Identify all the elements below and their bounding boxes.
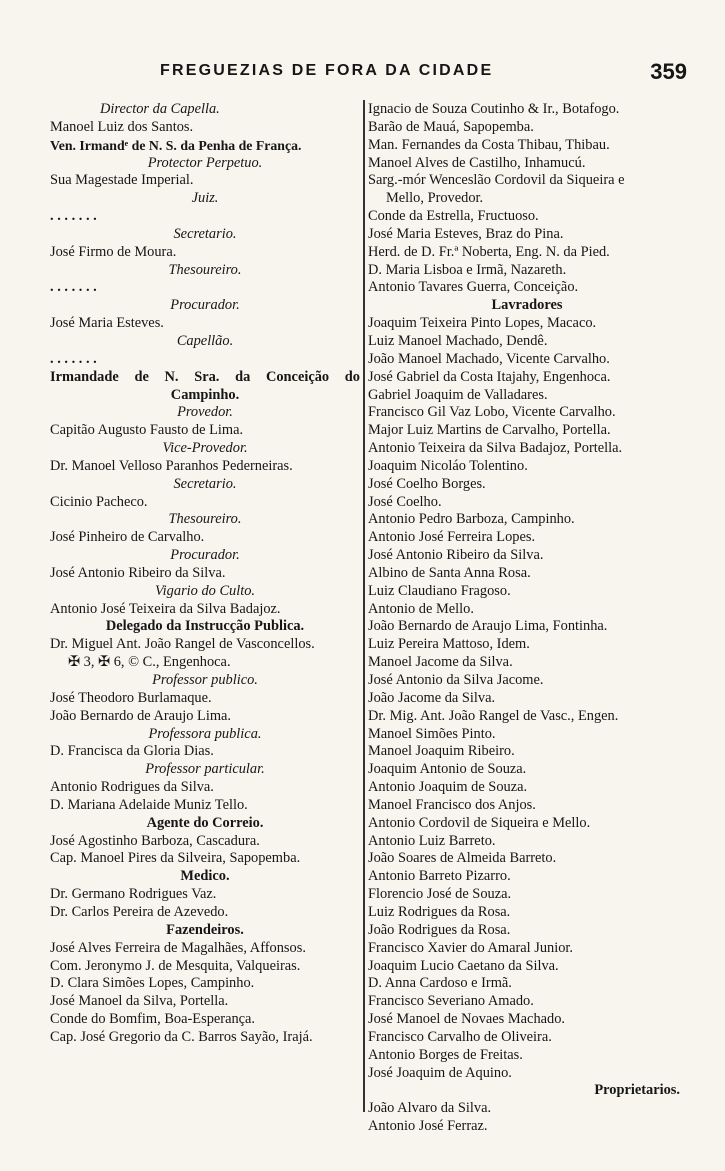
left-entry: Antonio José Teixeira da Silva Badajoz. [50, 600, 281, 617]
right-entry: Francisco Severiano Amado. [368, 993, 534, 1010]
left-heading: Campinho. [170, 386, 240, 403]
right-entry: Antonio José Ferreira Lopes. [368, 529, 536, 546]
right-entry: Antonio Cordovil de Siqueira e Mello. [368, 814, 591, 831]
right-entry: Joaquim Nicoláo Tolentino. [368, 457, 528, 474]
left-heading: Protector Perpetuo. [147, 154, 263, 171]
right-entry: Antonio Barreto Pizarro. [368, 868, 511, 885]
right-entry: José Gabriel da Costa Itajahy, Engenhoca. [368, 368, 611, 385]
right-entry: José Joaquim de Aquino. [368, 1064, 512, 1081]
left-entry: José Agostinho Barboza, Cascadura. [50, 832, 260, 849]
left-entry: Manoel Luiz dos Santos. [50, 118, 194, 135]
right-entry: Antonio Luiz Barreto. [368, 832, 496, 849]
left-entry: . . . . . . . [50, 350, 97, 367]
right-entry: Manoel Alves de Castilho, Inhamucú. [368, 154, 586, 171]
right-entry: Antonio Pedro Barboza, Campinho. [368, 511, 575, 528]
left-heading: Director da Capella. [100, 101, 220, 117]
right-entry: Manoel Joaquim Ribeiro. [368, 743, 515, 760]
left-heading: Thesoureiro. [168, 511, 242, 528]
right-entry: Gabriel Joaquim de Valladares. [368, 386, 548, 403]
left-heading: Secretario. [173, 475, 237, 492]
left-entry: Dr. Carlos Pereira de Azevedo. [50, 903, 229, 920]
left-heading: Procurador. [170, 297, 240, 314]
left-entry: Dr. Manoel Velloso Paranhos Pederneiras. [50, 457, 293, 474]
right-entry: Ignacio de Souza Coutinho & Ir., Botafogo. [368, 101, 620, 117]
running-title: FREGUEZIAS DE FORA DA CIDADE [160, 62, 494, 79]
left-entry: Ven. Irmandᵉ de N. S. da Penha de França. [50, 137, 302, 153]
right-entry: João Soares de Almeida Barreto. [368, 850, 557, 867]
left-entry: José Alves Ferreira de Magalhães, Affonsos. [50, 939, 306, 956]
right-entry: Luiz Claudiano Fragoso. [368, 582, 511, 599]
page-number: 359 [650, 59, 687, 84]
right-entry: Manoel Francisco dos Anjos. [368, 796, 536, 813]
right-heading: Proprietarios. [594, 1082, 680, 1099]
left-entry: José Manoel da Silva, Portella. [50, 993, 229, 1010]
left-heading: Vice-Provedor. [162, 440, 248, 457]
left-entry: João Bernardo de Araujo Lima. [50, 707, 232, 724]
left-heading: Juiz. [191, 190, 219, 207]
right-entry: Antonio Joaquim de Souza. [368, 779, 528, 796]
right-entry: Antonio de Mello. [368, 600, 474, 617]
right-entry: D. Maria Lisboa e Irmã, Nazareth. [368, 261, 567, 278]
left-heading: Professora publica. [148, 725, 262, 742]
right-entry: Florencio José de Souza. [368, 886, 512, 903]
left-heading: Irmandade de N. Sra. da Conceição do [50, 368, 360, 385]
right-entry: Antonio Tavares Guerra, Conceição. [368, 279, 579, 296]
right-entry: Barão de Mauá, Sapopemba. [368, 118, 534, 135]
right-entry: Mello, Provedor. [386, 190, 484, 207]
right-entry: José Coelho Borges. [368, 475, 486, 492]
left-heading: Professor particular. [145, 761, 265, 778]
right-entry: Joaquim Lucio Caetano da Silva. [368, 957, 559, 974]
left-entry: Dr. Miguel Ant. João Rangel de Vasconcellos. [50, 636, 315, 653]
left-entry: D. Francisca da Gloria Dias. [50, 743, 214, 760]
right-entry: José Antonio da Silva Jacome. [368, 672, 544, 688]
right-entry: Antonio José Ferraz. [368, 1118, 488, 1135]
left-heading: Secretario. [173, 225, 237, 242]
left-entry: Sua Magestade Imperial. [50, 172, 194, 189]
right-entry: José Maria Esteves, Braz do Pina. [368, 225, 564, 242]
right-entry: Herd. de D. Fr.ª Noberta, Eng. N. da Pied. [368, 243, 610, 260]
right-entry: João Rodrigues da Rosa. [368, 921, 511, 938]
left-entry: Com. Jeronymo J. de Mesquita, Valqueiras. [50, 957, 301, 974]
left-entry: D. Clara Simões Lopes, Campinho. [50, 975, 255, 992]
left-entry: José Theodoro Burlamaque. [50, 689, 212, 706]
left-entry: . . . . . . . [50, 279, 97, 296]
right-column [368, 101, 686, 1136]
right-entry: Joaquim Antonio de Souza. [368, 761, 527, 778]
right-entry: Francisco Xavier do Amaral Junior. [368, 939, 574, 956]
left-heading: Vigario do Culto. [154, 582, 256, 599]
left-entry: Conde do Bomfim, Boa-Esperança. [50, 1011, 256, 1028]
left-entry: Cicinio Pacheco. [50, 493, 148, 510]
right-entry: João Manoel Machado, Vicente Carvalho. [368, 350, 610, 367]
left-heading: Thesoureiro. [168, 261, 242, 278]
right-entry: Luiz Rodrigues da Rosa. [368, 903, 511, 920]
right-entry: Antonio Teixeira da Silva Badajoz, Portella. [368, 440, 623, 457]
right-entry: José Coelho. [368, 493, 442, 510]
right-heading: Lavradores [491, 297, 563, 314]
left-entry: José Firmo de Moura. [50, 243, 177, 260]
right-entry: Antonio Borges de Freitas. [368, 1046, 523, 1063]
page-header [0, 59, 725, 92]
left-entry: José Antonio Ribeiro da Silva. [50, 564, 226, 581]
right-entry: João Jacome da Silva. [368, 689, 496, 706]
left-entry: Dr. Germano Rodrigues Vaz. [50, 886, 217, 903]
left-heading: Fazendeiros. [166, 921, 244, 938]
left-entry: Antonio Rodrigues da Silva. [50, 779, 214, 796]
right-entry: José Manoel de Novaes Machado. [368, 1011, 566, 1028]
right-entry: João Bernardo de Araujo Lima, Fontinha. [368, 618, 608, 635]
right-entry: Sarg.-mór Wenceslão Cordovil da Siqueira e [368, 172, 625, 189]
right-entry: Francisco Carvalho de Oliveira. [368, 1028, 552, 1045]
right-entry: Conde da Estrella, Fructuoso. [368, 208, 539, 225]
right-entry: Joaquim Teixeira Pinto Lopes, Macaco. [368, 315, 597, 332]
left-column [50, 101, 360, 1047]
right-entry: Manoel Jacome da Silva. [368, 654, 513, 671]
right-entry: Luiz Pereira Mattoso, Idem. [368, 636, 530, 653]
column-divider [363, 100, 365, 1112]
left-heading: Medico. [180, 868, 230, 885]
right-entry: João Alvaro da Silva. [368, 1100, 492, 1117]
right-entry: Man. Fernandes da Costa Thibau, Thibau. [368, 136, 610, 153]
left-entry: José Maria Esteves. [50, 315, 164, 332]
left-heading: Procurador. [170, 547, 240, 564]
left-entry: Cap. Manoel Pires da Silveira, Sapopemba. [50, 850, 301, 867]
right-entry: Manoel Simões Pinto. [368, 725, 496, 742]
left-entry: José Pinheiro de Carvalho. [50, 529, 205, 546]
right-entry: Francisco Gil Vaz Lobo, Vicente Carvalho. [368, 404, 616, 421]
left-entry: D. Mariana Adelaide Muniz Tello. [50, 796, 248, 813]
left-entry: Capitão Augusto Fausto de Lima. [50, 422, 244, 439]
left-heading: Delegado da Instrucção Publica. [105, 618, 305, 635]
right-entry: Dr. Mig. Ant. João Rangel de Vasc., Engen. [368, 707, 619, 724]
left-entry: . . . . . . . [50, 208, 97, 225]
left-heading: Capellão. [176, 332, 234, 349]
left-heading: Provedor. [177, 404, 233, 421]
left-heading: Professor publico. [152, 672, 258, 688]
right-entry: Luiz Manoel Machado, Dendê. [368, 332, 548, 349]
right-entry: Albino de Santa Anna Rosa. [368, 564, 531, 581]
left-entry: ✠ 3, ✠ 6, © C., Engenhoca. [68, 654, 231, 671]
right-entry: D. Anna Cardoso e Irmã. [368, 975, 512, 992]
left-heading: Agente do Correio. [146, 814, 264, 831]
left-entry: Cap. José Gregorio da C. Barros Sayão, Irajá. [50, 1028, 313, 1045]
right-entry: Major Luiz Martins de Carvalho, Portella. [368, 422, 611, 439]
right-entry: José Antonio Ribeiro da Silva. [368, 547, 544, 564]
